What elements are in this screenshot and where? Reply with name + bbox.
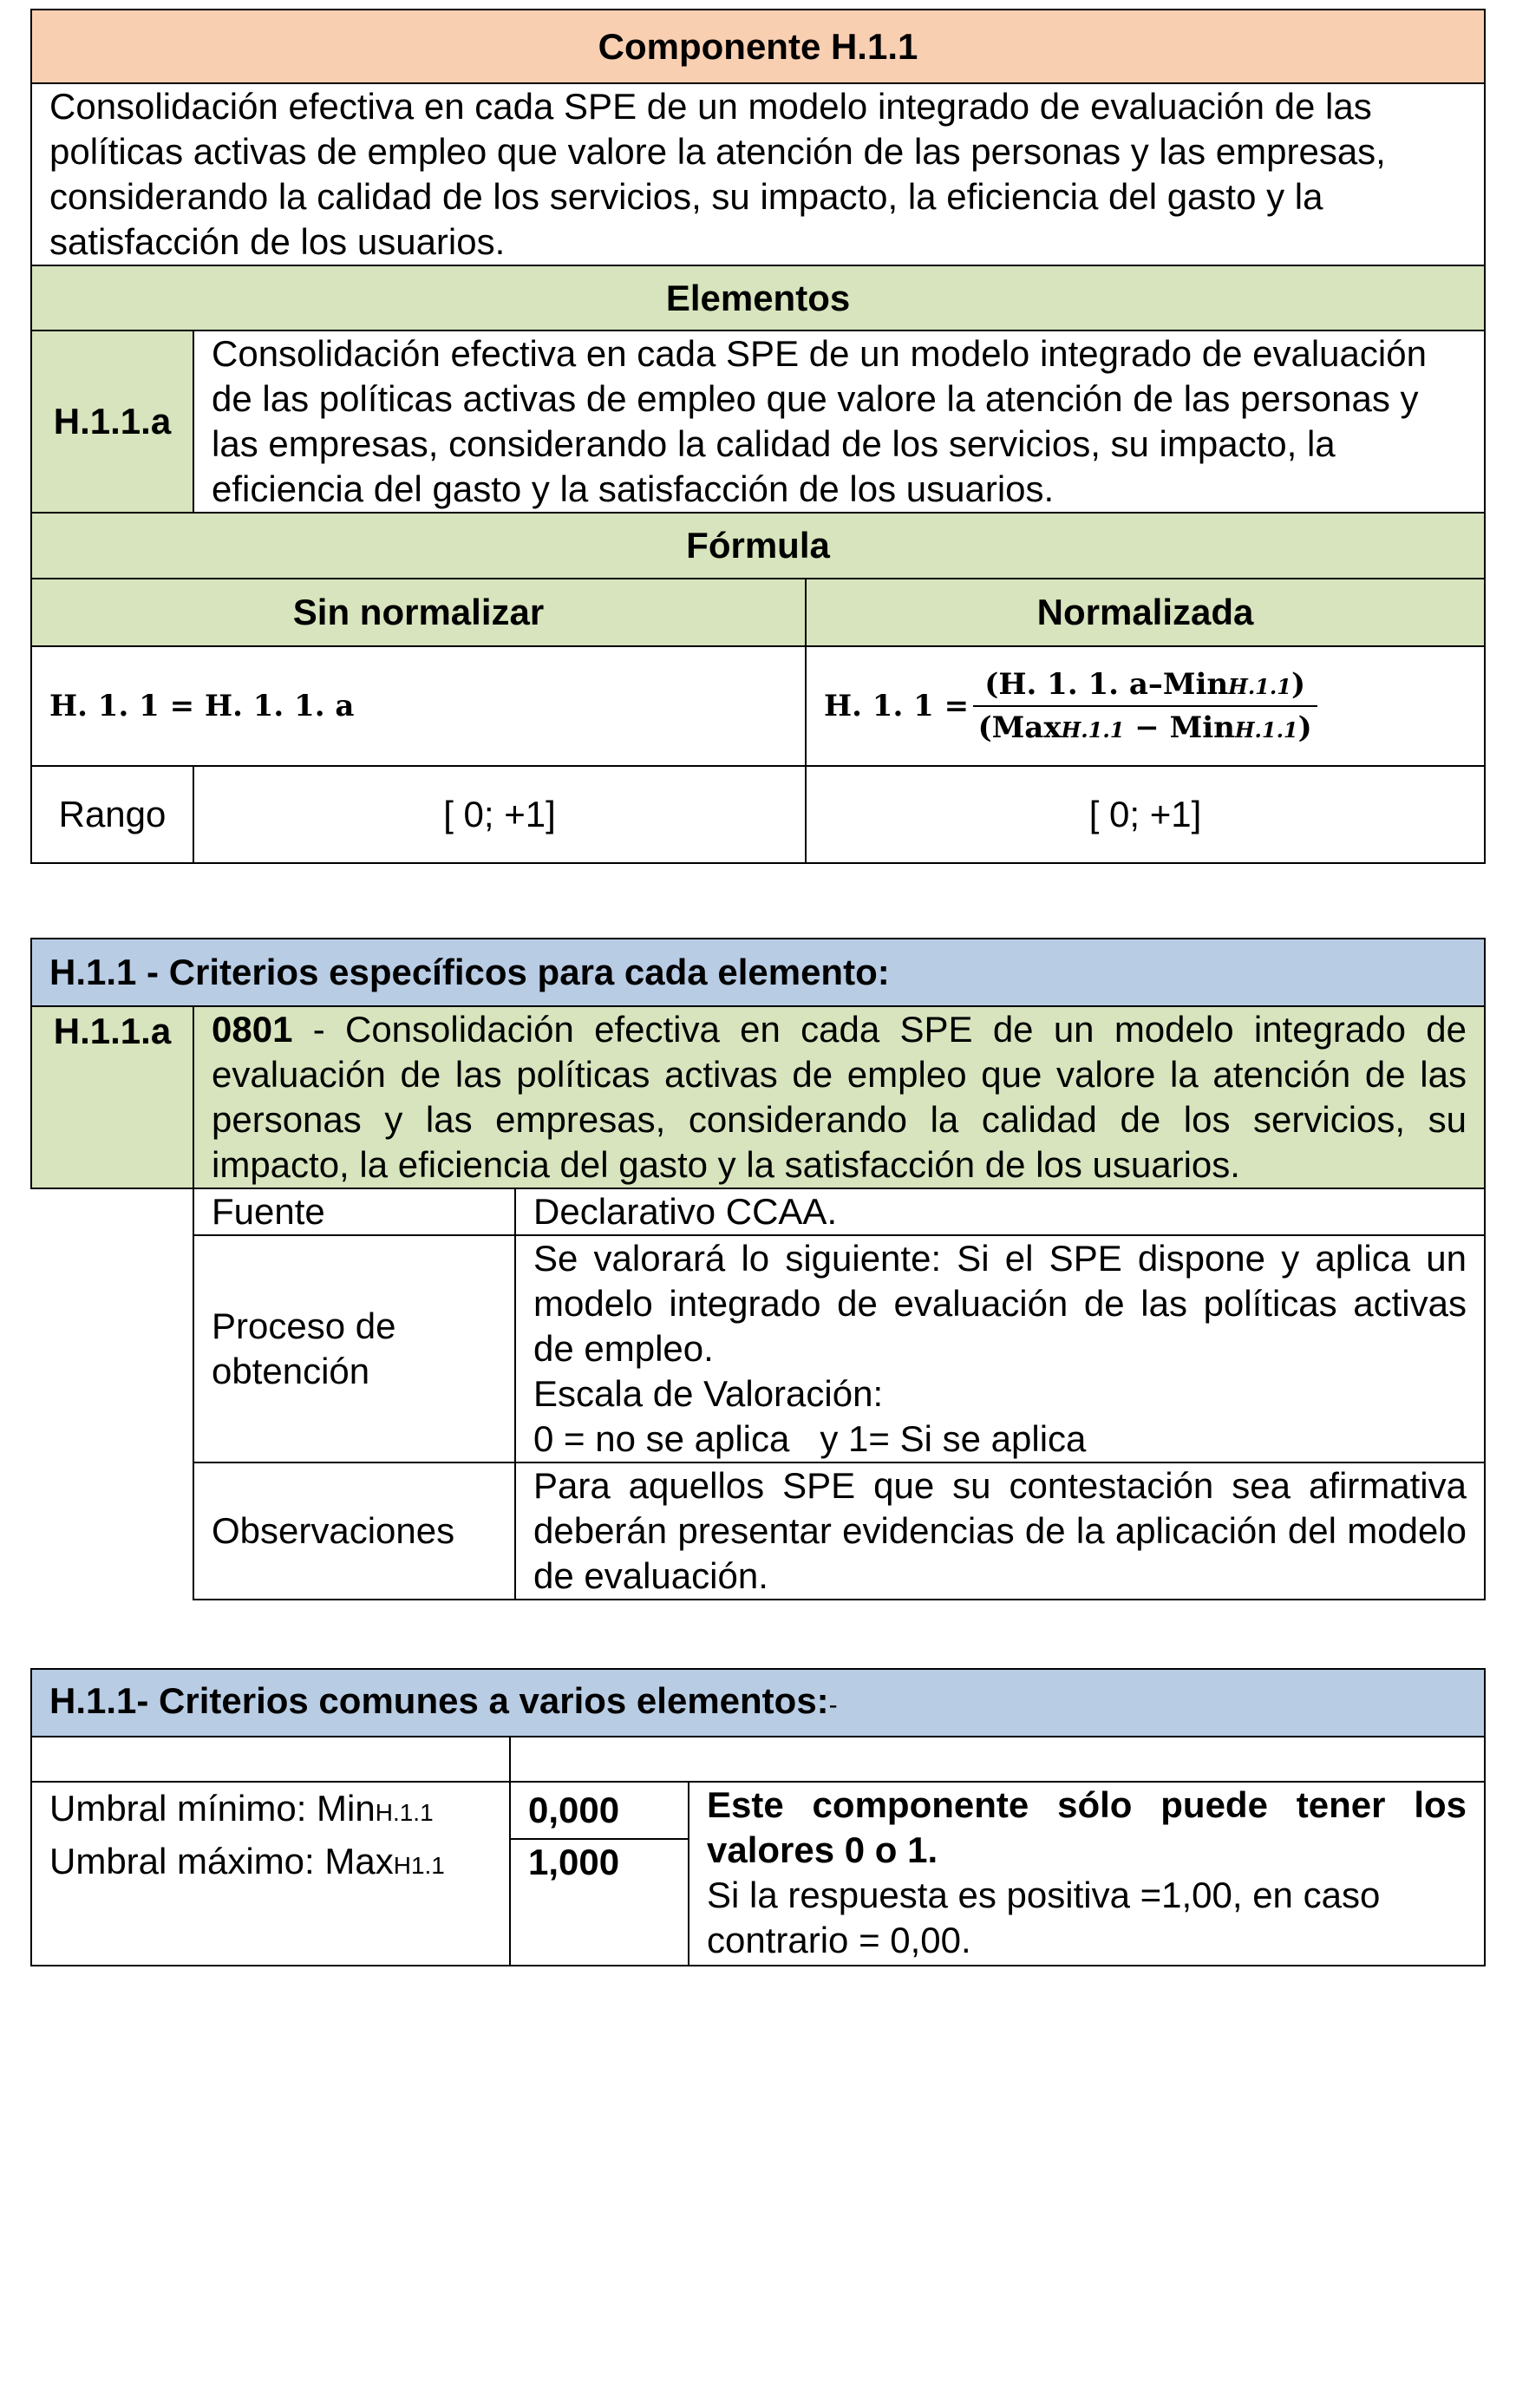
umbral-note [689, 1782, 1485, 1966]
formula-header: Fórmula [31, 513, 1485, 579]
component-description: Consolidación efectiva en cada SPE de un modelo integrado de evaluación de las políticas activas de empleo que valore la atención de las personas y las empresas, considerando la calidad de los servicios, su impacto, la eficiencia del gasto y la satisfacción de los usuarios. [31, 83, 1485, 265]
criterio-element-text [193, 1006, 1485, 1188]
proceso-text: Se valorará lo siguiente: Si el SPE dispone y aplica un modelo integrado de evaluación de las políticas activas de empleo. [533, 1238, 1467, 1369]
component-title: Componente H.1.1 [31, 10, 1485, 83]
umbral-note-text: Si la respuesta es positiva =1,00, en caso contrario = 0,00. [707, 1875, 1381, 1960]
sin-normalizar-header: Sin normalizar [31, 579, 806, 646]
normalizada-header: Normalizada [806, 579, 1485, 646]
fuente-label: Fuente [193, 1188, 515, 1235]
criterios-detail-table [193, 1188, 1486, 1600]
rango-label: Rango [31, 766, 193, 863]
element-code: H.1.1.a [31, 330, 193, 513]
escala-label: Escala de Valoración: [533, 1373, 884, 1414]
criterio-element-code: H.1.1.a [31, 1006, 193, 1188]
proceso-label: Proceso de obtención [193, 1235, 515, 1462]
criterios-especificos-header-table [30, 938, 1486, 1189]
empty-cell-right [510, 1737, 1485, 1782]
criterio-item-code: 0801 [212, 1009, 293, 1050]
criterios-comunes-header: H.1.1- Criterios comunes a varios elementos:- [31, 1669, 1485, 1737]
criterio-item-text: - Consolidación efectiva en cada SPE de un modelo integrado de evaluación de las políticas activas de empleo que valore la atención de las personas y las empresas, considerando la calidad de los servicios, su impacto, la eficiencia del gasto y la satisfacción de los usuarios. [212, 1009, 1467, 1185]
umbral-maximo-label: Umbral máximo: MaxH1.1 [31, 1839, 510, 1966]
umbral-maximo-value: 1,000 [510, 1839, 689, 1966]
formula-sin-normalizar: H. 1. 1 = H. 1. 1. a [49, 689, 355, 723]
escala-value: 0 = no se aplica y 1= Si se aplica [533, 1418, 1087, 1459]
umbral-note-bold: Este componente sólo puede tener los valores 0 o 1. [707, 1784, 1467, 1870]
component-table [30, 9, 1486, 864]
formula-denominator: (MaxH.1.1 − MinH.1.1) [977, 710, 1312, 745]
rango-normalizada: [ 0; +1] [806, 766, 1485, 863]
formula-numerator: (H. 1. 1. a–MinH.1.1) [973, 667, 1317, 707]
empty-cell-left [31, 1737, 510, 1782]
umbral-minimo-value: 0,000 [510, 1782, 689, 1839]
criterios-comunes-block [30, 1668, 1484, 1966]
element-text: Consolidación efectiva en cada SPE de un modelo integrado de evaluación de las políticas activas de empleo que valore la atención de las personas y las empresas, considerando la calidad de los servicios, su impacto, la eficiencia del gasto y la satisfacción de los usuarios. [193, 330, 1485, 513]
umbral-minimo-label: Umbral mínimo: MinH.1.1 [31, 1782, 510, 1839]
criterios-especificos-header: H.1.1 - Criterios específicos para cada elemento: [31, 939, 1485, 1006]
formula-normalizada-cell [806, 646, 1485, 766]
criterios-especificos-block [30, 938, 1484, 1600]
observaciones-text: Para aquellos SPE que su contestación sea afirmativa deberán presentar evidencias de la aplicación del modelo de evaluación. [515, 1462, 1485, 1600]
elementos-header: Elementos [31, 265, 1485, 330]
formula-fraction [973, 667, 1317, 745]
proceso-cell [515, 1235, 1485, 1462]
formula-sin-normalizar-cell [31, 646, 806, 766]
component-table-block [30, 9, 1484, 864]
criterios-comunes-table [30, 1668, 1486, 1966]
rango-sin-normalizar: [ 0; +1] [193, 766, 806, 863]
observaciones-label: Observaciones [193, 1462, 515, 1600]
formula-lhs: H. 1. 1 = [824, 689, 970, 723]
fuente-value: Declarativo CCAA. [515, 1188, 1485, 1235]
